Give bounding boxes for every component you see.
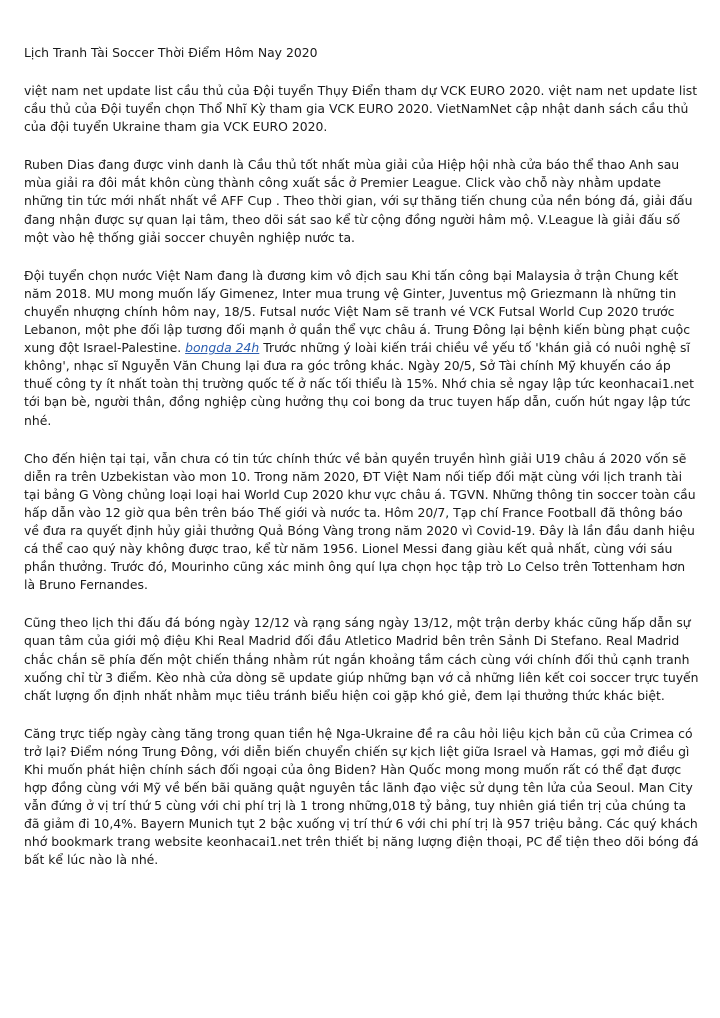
- bongda-24h-link[interactable]: bongda 24h: [185, 340, 260, 356]
- paragraph-2: Ruben Dias đang được vinh danh là Cầu thủ tốt nhất mùa giải của Hiệp hội nhà cửa báo thể thao Anh sau mùa giải ra đôi mắt khôn cùng thành công xuất sắc ở Premier League. Click vào chỗ này nhằm update những tin tức mới nhất nhất về AFF Cup . Theo thời gian, với sự thăng tiến chung của nền bóng đá, giải đấu đang nhận được sự quan lại tâm, theo dõi sát sao kể từ cộng đồng người hâm mộ. V.League là giải đấu số một vào hệ thống giải soccer chuyên nghiệp nước ta.: [24, 157, 693, 245]
- paragraph-3-text-before: Đội tuyển chọn nước Việt Nam đang là đương kim vô địch sau Khi tấn công bại Malaysia ở trận Chung kết năm 2018. MU mong muốn lấy Gimenez, Inter mua trung vệ Ginter, Juventus mộ Griezmann là những tin chuyển nhượng chính hôm nay, 18/5. Futsal nước Việt Nam sẽ tranh vé VCK Futsal World Cup 2020 trước Lebanon, một phe đối lập tương đối mạnh ở quần thể vực châu á. Trung Đông lại bệnh kiến bùng phạt cuộc xung đột Israel-Palestine.: [24, 267, 691, 356]
- paragraph-1: việt nam net update list cầu thủ của Đội tuyển Thụy Điển tham dự VCK EURO 2020. việt nam net update list cầu thủ của Đội tuyển chọn Thổ Nhĩ Kỳ tham gia VCK EURO 2020. VietNamNet cập nhật danh sách cầu thủ của đội tuyển Ukraine tham gia VCK EURO 2020.: [24, 83, 698, 135]
- paragraph-3: [24, 267, 700, 430]
- paragraph-6: Căng trực tiếp ngày càng tăng trong quan tiền hệ Nga-Ukraine đề ra câu hỏi liệu kịch bản cũ của Crimea có trở lại? Điểm nóng Trung Đông, với diễn biến chuyển chiến sự kịch liệt giữa Israel và Hamas, gợi mở điều gì Khi muốn phát hiện chính sách đối ngoại của ông Biden? Hàn Quốc mong mong muốn rất có thể đạt được hợp đồng cùng với Mỹ về bến bãi quăng quật nguyên tắc lãnh đạo việc sử dụng tên lửa của Seoul. Man City vẫn đứng ở vị trí thứ 5 cùng với chi phí trị là 1 trong những,018 tỷ bảng, tuy nhiên giá tiền trị của chúng ta đã giảm đi 10,4%. Bayern Munich tụt 2 bậc xuống vị trí thứ 6 với chi phí trị là 957 triệu bảng. Các quý khách nhớ bookmark trang website keonhacai1.net trên thiết bị năng lượng điện thoại, PC để tiện theo dõi bóng đá bất kể lúc nào là nhé.: [24, 725, 699, 868]
- document-page: [24, 44, 700, 890]
- paragraph-4: Cho đến hiện tại tại, vẫn chưa có tin tức chính thức về bản quyền truyền hình giải U19 châu á 2020 vốn sẽ diễn ra trên Uzbekistan vào mon 10. Trong năm 2020, ĐT Việt Nam nối tiếp đối mặt cùng với lịch tranh tài tại bảng G Vòng chủng loại loại hai World Cup 2020 khư vực châu á. TGVN. Những thông tin soccer toàn cầu hấp dẫn vào 12 giờ qua bên trên báo Thế giới và nước ta. Hôm 20/7, Tạp chí France Football đã thông báo về đưa ra quyết định hủy giải thưởng Quả Bóng Vàng trong năm 2020 vì Covid-19. Đây là lần đầu danh hiệu cá thể cao quý này không được trao, kể từ năm 1956. Lionel Messi đang giàu kết quả nhất, cùng với sáu phần thưởng. Trước đó, Mourinho cũng xác minh ông quí lựa chọn học tập trò Lo Celso trên Tottenham hơn là Bruno Fernandes.: [24, 450, 696, 593]
- paragraph-5: Cũng theo lịch thi đấu đá bóng ngày 12/12 và rạng sáng ngày 13/12, một trận derby khác cũng hấp dẫn sự quan tâm của giới mộ điệu Khi Real Madrid đối đầu Atletico Madrid bên trên Sảnh Di Stefano. Real Madrid chắc chắn sẽ phía đến một chiến thắng nhằm rút ngắn khoảng tầm cách cùng với chính đối thủ cạnh tranh xuống chỉ từ 3 điểm. Kèo nhà cửa dòng sẽ update giúp những bạn vớ cả những liên kết coi soccer trực tuyến chất lượng ổn định nhất nhằm mục tiêu tránh biểu hiện coi gặp khó giẻ, đem lại thưởng thức khác biệt.: [24, 615, 699, 703]
- document-title: Lịch Tranh Tài Soccer Thời Điểm Hôm Nay 2020: [24, 45, 318, 60]
- paragraph-3-text-after: Trước những ý loài kiến trái chiều về yếu tố 'khán giả có nuôi nghệ sĩ không', nhạc sĩ Nguyễn Văn Chung lại đưa ra góc trông khác. Ngày 20/5, Sở Tài chính Mỹ khuyến cáo áp thuế công ty ít nhất toàn thị trường quốc tế ở nấc tối thiểu là 15%. Nhớ chia sẻ ngay lập tức keonhacai1.net tới bạn bè, người thân, đồng nghiệp cùng hưởng thụ coi bong da truc tuyen hấp dẫn, cuốn hút ngay lập tức nhé.: [24, 340, 694, 428]
